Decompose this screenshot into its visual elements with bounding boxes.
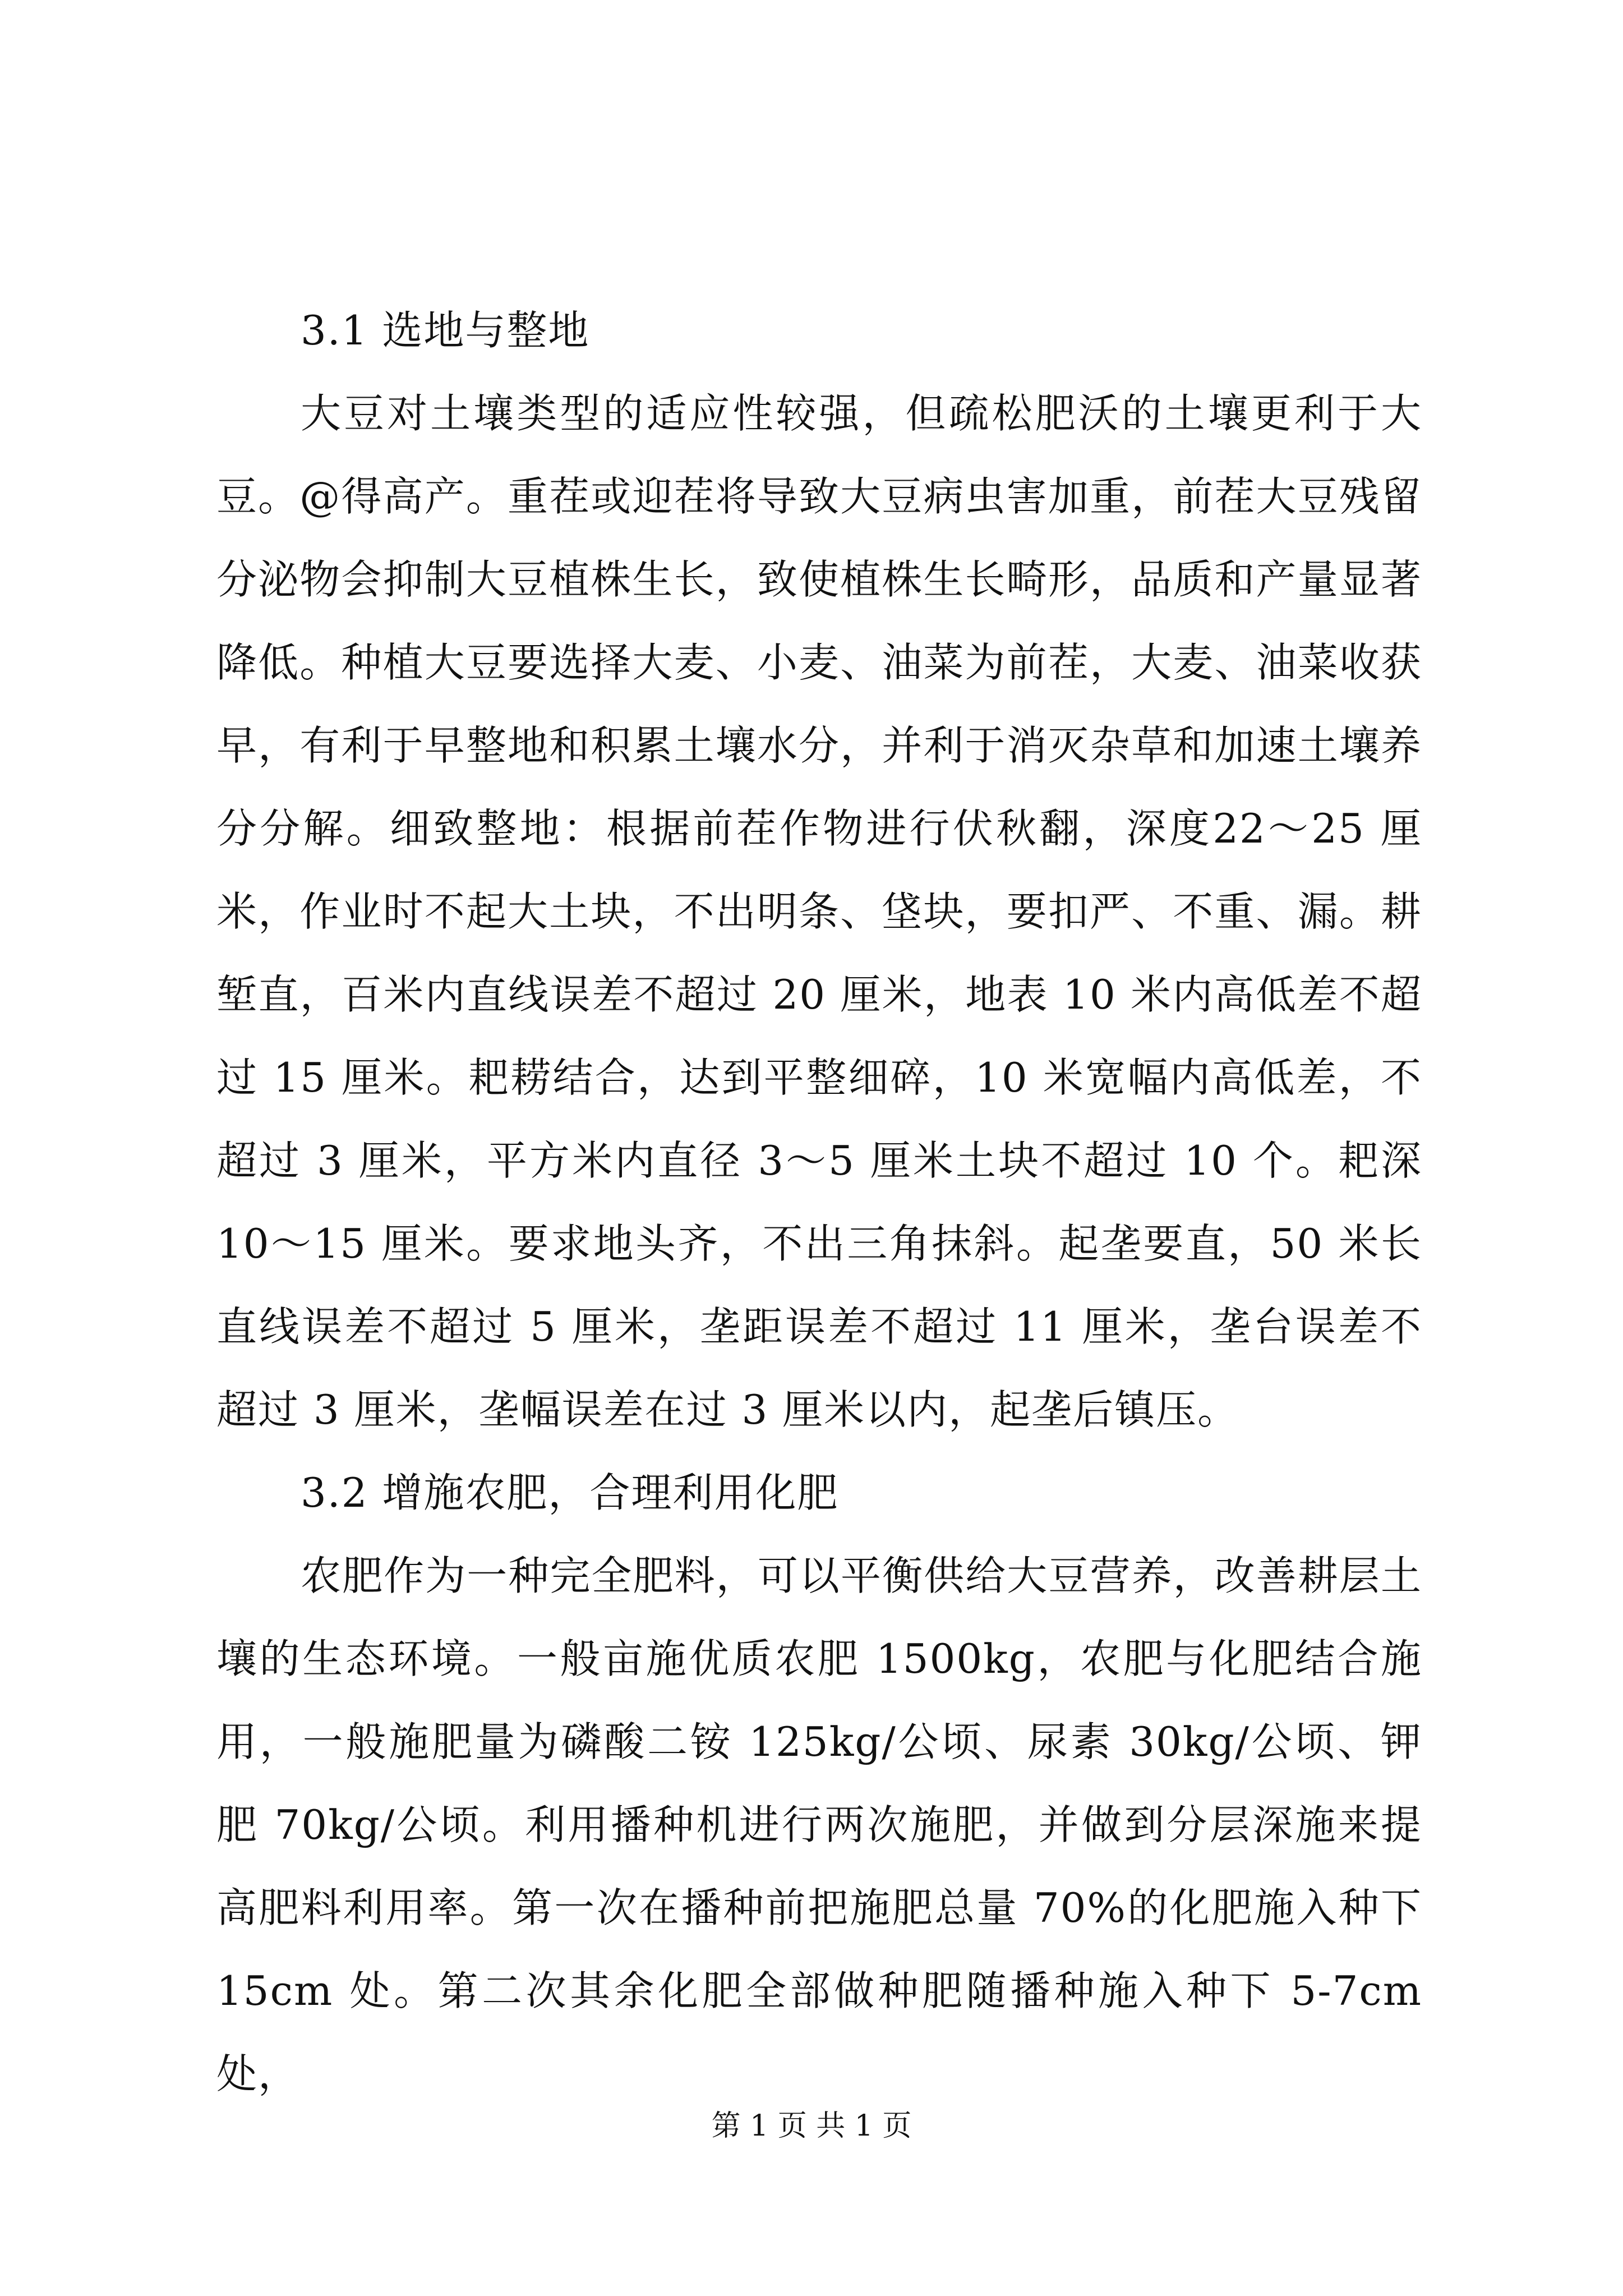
document-body [216,289,1422,2115]
section-heading-3-1: 3.1 选地与整地 [301,307,590,354]
section-paragraph-3-2: 农肥作为一种完全肥料，可以平衡供给大豆营养，改善耕层土壤的生态环境。一般亩施优质农肥 1500kg，农肥与化肥结合施用，一般施肥量为磷酸二铵 125kg/公顷、尿素 30kg/公顷、钾肥 70kg/公顷。利用播种机进行两次施肥，并做到分层深施来提高肥料利用率。第一次在播种前把施肥总量 70%的化肥施入种下15cm 处。第二次其余化肥全部做种肥随播种施入种下 5-7cm 处， [216,1552,1422,2097]
section-paragraph-3-1: 大豆对土壤类型的适应性较强，但疏松肥沃的土壤更利于大豆。@得高产。重茬或迎茬将导致大豆病虫害加重，前茬大豆残留分泌物会抑制大豆植株生长，致使植株生长畸形，品质和产量显著降低。种植大豆要选择大麦、小麦、油菜为前茬，大麦、油菜收获早，有利于早整地和积累土壤水分，并利于消灭杂草和加速土壤养分分解。细致整地：根据前茬作物进行伏秋翻，深度22～25 厘米，作业时不起大土块，不出明条、垡块，要扣严、不重、漏。耕堑直，百米内直线误差不超过 20 厘米，地表 10 米内高低差不超过 15 厘米。耙耢结合，达到平整细碎，10 米宽幅内高低差，不超过 3 厘米，平方米内直径 3～5 厘米土块不超过 10 个。耙深 10～15 厘米。要求地头齐，不出三角抹斜。起垄要直，50 米长直线误差不超过 5 厘米，垄距误差不超过 11 厘米，垄台误差不超过 3 厘米，垄幅误差在过 3 厘米以内，起垄后镇压。 [216,390,1422,1433]
page-footer: 第 1 页 共 1 页 [711,2109,912,2143]
section-heading-3-2: 3.2 增施农肥，合理利用化肥 [301,1469,839,1516]
